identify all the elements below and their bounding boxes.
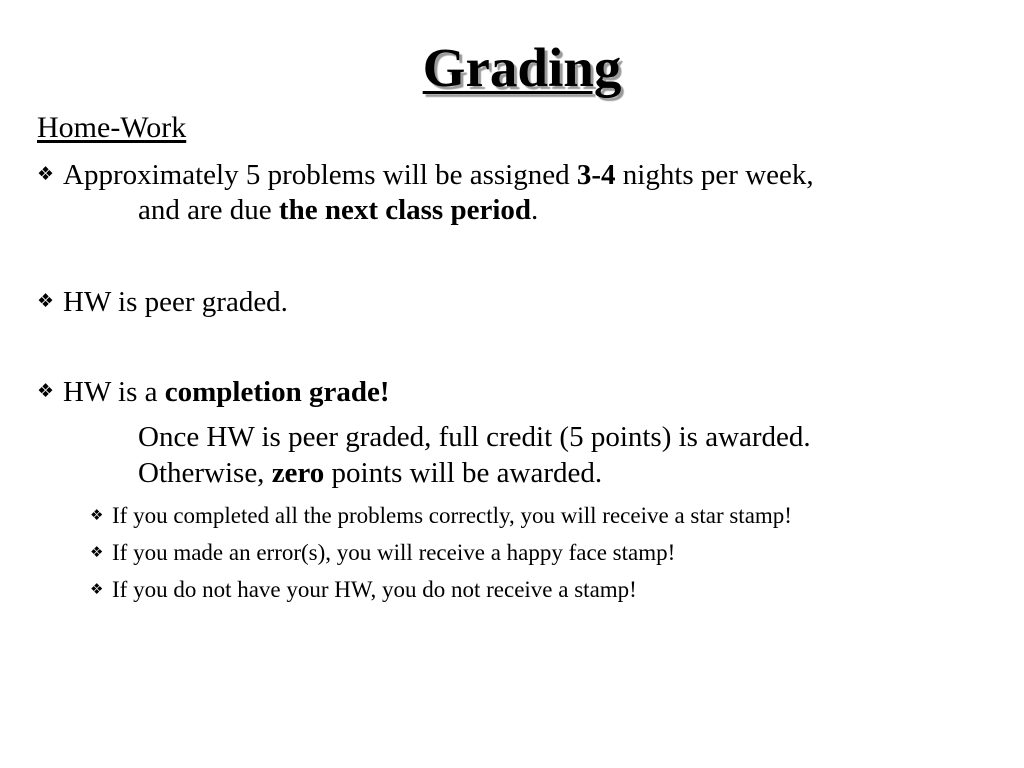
sub-bullet-no-stamp: ❖ If you do not have your HW, you do not receive a stamp! [90, 574, 637, 605]
diamond-bullet-icon: ❖ [37, 290, 55, 312]
bullet-item-assignments-continued: and are due the next class period. [138, 194, 539, 226]
slide-title: Grading [422, 37, 622, 98]
completion-detail-line-1: Once HW is peer graded, full credit (5 points) is awarded. [138, 421, 811, 453]
sub-bullet-happy-face-stamp: ❖ If you made an error(s), you will receive a happy face stamp! [90, 537, 675, 568]
diamond-bullet-icon: ❖ [90, 543, 104, 561]
bullet-item-peer-graded: ❖ HW is peer graded. [37, 283, 288, 320]
diamond-bullet-icon: ❖ [90, 506, 104, 524]
bullet-item-completion-grade: ❖ HW is a completion grade! [37, 373, 389, 410]
completion-detail-line-2: Otherwise, zero points will be awarded. [138, 457, 603, 489]
bullet-item-assignments: ❖ Approximately 5 problems will be assigned 3-4 nights per week, [37, 156, 814, 193]
diamond-bullet-icon: ❖ [90, 580, 104, 598]
sub-bullet-star-stamp: ❖ If you completed all the problems correctly, you will receive a star stamp! [90, 500, 792, 531]
section-heading: Home-Work [37, 111, 187, 144]
diamond-bullet-icon: ❖ [37, 163, 55, 185]
diamond-bullet-icon: ❖ [37, 380, 55, 402]
